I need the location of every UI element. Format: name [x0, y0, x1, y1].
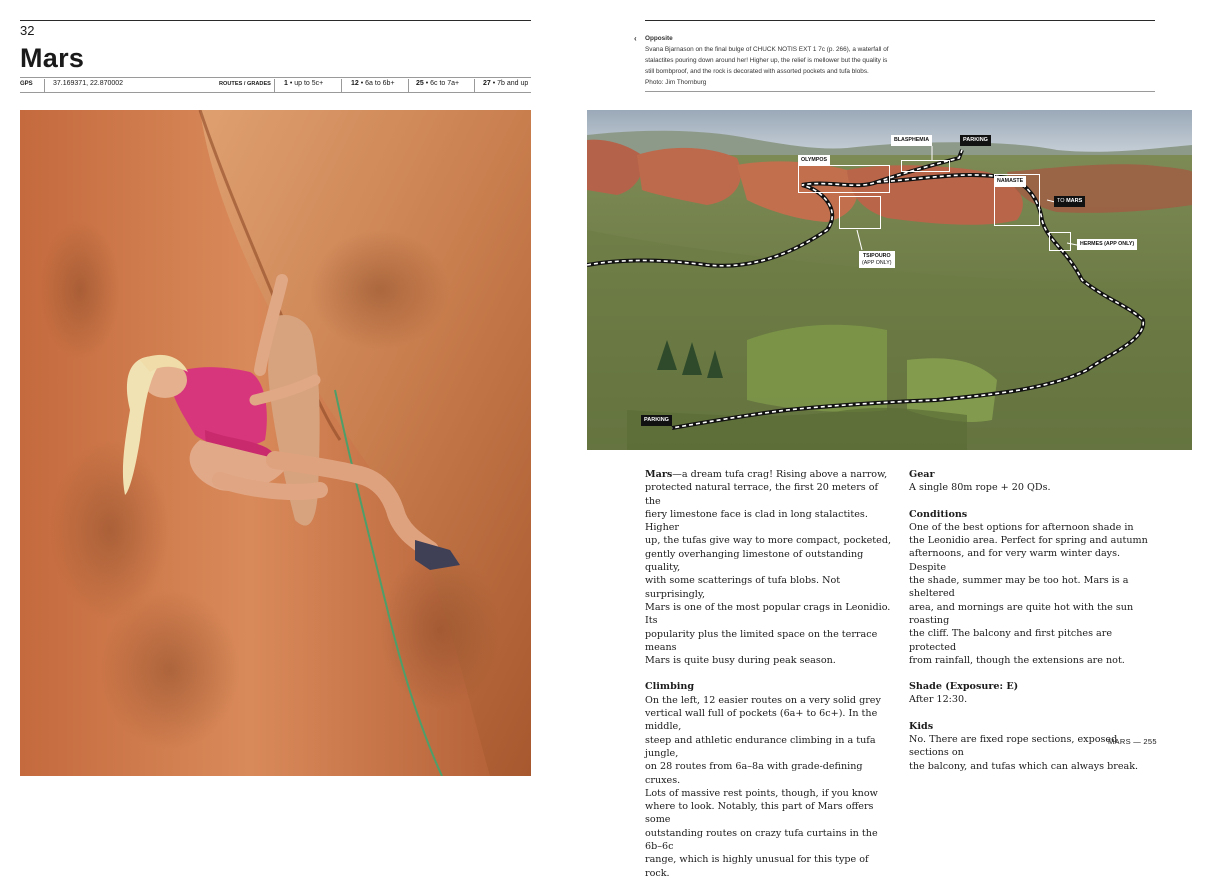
map-label-namaste: NAMASTE	[994, 176, 1026, 187]
photo-caption	[634, 33, 934, 88]
map-label-parking-top: PARKING	[960, 135, 991, 146]
map-label-blasphemia: BLASPHEMIA	[891, 135, 932, 146]
aerial-approach-map	[587, 110, 1192, 450]
grade-group: 1 • up to 5c+	[284, 80, 324, 87]
map-label-tsipouro: TSIPOURO (APP ONLY)	[859, 251, 895, 268]
map-label-to-mars: TO MARS	[1054, 196, 1085, 207]
map-label-olympos: OLYMPOS	[798, 155, 830, 166]
map-label-hermes: HERMES (APP ONLY)	[1077, 239, 1137, 250]
caption-line: stalactites pouring down around her! Higher up, the relief is mellower but the quality is	[645, 57, 888, 64]
map-label-parking-bottom: PARKING	[641, 415, 672, 426]
grade-group: 25 • 6c to 7a+	[416, 80, 460, 87]
page-title: Mars	[20, 43, 85, 73]
sector-box-olympos	[798, 165, 890, 193]
text-column-left	[645, 468, 895, 880]
sector-box-hermes	[1049, 232, 1071, 251]
climbing-heading: Climbing	[645, 681, 695, 693]
page-footer: MARS — 255	[1108, 737, 1157, 746]
kids-heading: Kids	[909, 720, 934, 732]
routes-label: ROUTES / GRADES	[219, 81, 271, 87]
climber-photo	[20, 110, 531, 776]
gear-heading: Gear	[909, 469, 935, 480]
text-column-right	[909, 468, 1159, 773]
gear-paragraph: A single 80m rope + 20 QDs.	[909, 482, 1051, 494]
climbing-paragraph: On the left, 12 easier routes on a very solid grey vertical wall full of pockets (6a+ to 6c+). In the middle, steep and athletic endurance climbing in a tufa jungle, on 28 routes from 6a–8a with grade-defining cruxes. Lots of massive rest points, though, if you know where to look. Notably, this part of Mars offers some outstanding routes on crazy tufa curtains in the 6b–6c range, which is highly unusual for this type of rock.	[645, 694, 881, 879]
grade-group: 27 • 7b and up	[483, 80, 529, 87]
gps-value: 37.169371, 22.870002	[53, 80, 124, 87]
sector-box-tsipouro	[839, 196, 881, 229]
kids-paragraph: No. There are fixed rope sections, exposed sections on the balcony, and tufas which can always break.	[909, 734, 1139, 772]
chevron-left-icon: ‹	[634, 34, 637, 43]
caption-line: Photo: Jim Thornburg	[645, 79, 707, 86]
grade-group: 12 • 6a to 6b+	[351, 80, 395, 87]
shade-heading: Shade (Exposure: E)	[909, 681, 1019, 693]
conditions-paragraph: One of the best options for afternoon shade in the Leonidio area. Perfect for spring and autumn afternoons, and for very warm winter days. Despite the shade, summer may be too hot. Mars is a sheltered area, and mornings are quite hot with the sun roasting the cliff. The balcony and first pitches are protected from rainfall, though the extensions are not.	[909, 521, 1148, 666]
caption-line: Svana Bjarnason on the final bulge of CHUCK NOTIS EXT 1 7c (p. 266), a waterfall of	[645, 46, 889, 53]
shade-paragraph: After 12:30.	[909, 694, 968, 706]
caption-heading: Opposite	[645, 35, 673, 42]
conditions-heading: Conditions	[909, 508, 968, 520]
intro-paragraph: Mars—a dream tufa crag! Rising above a narrow, protected natural terrace, the first 20 meters of the fiery limestone face is clad in long stalactites. Higher up, the tufas give way to more compact, pocketed, gently overhanging limestone of outstanding quality, with some scatterings of tufa blobs. Not surprisingly, Mars is one of the most popular crags in Leonidio. Its popularity plus the limited space on the terrace means Mars is quite busy during peak season.	[645, 469, 892, 667]
sector-box-blasphemia	[901, 160, 950, 172]
caption-line: still bombproof, and the rock is decorated with assorted pockets and tufa blobs.	[645, 68, 869, 75]
gps-label: GPS	[20, 81, 33, 87]
chapter-number: 32	[20, 23, 35, 38]
